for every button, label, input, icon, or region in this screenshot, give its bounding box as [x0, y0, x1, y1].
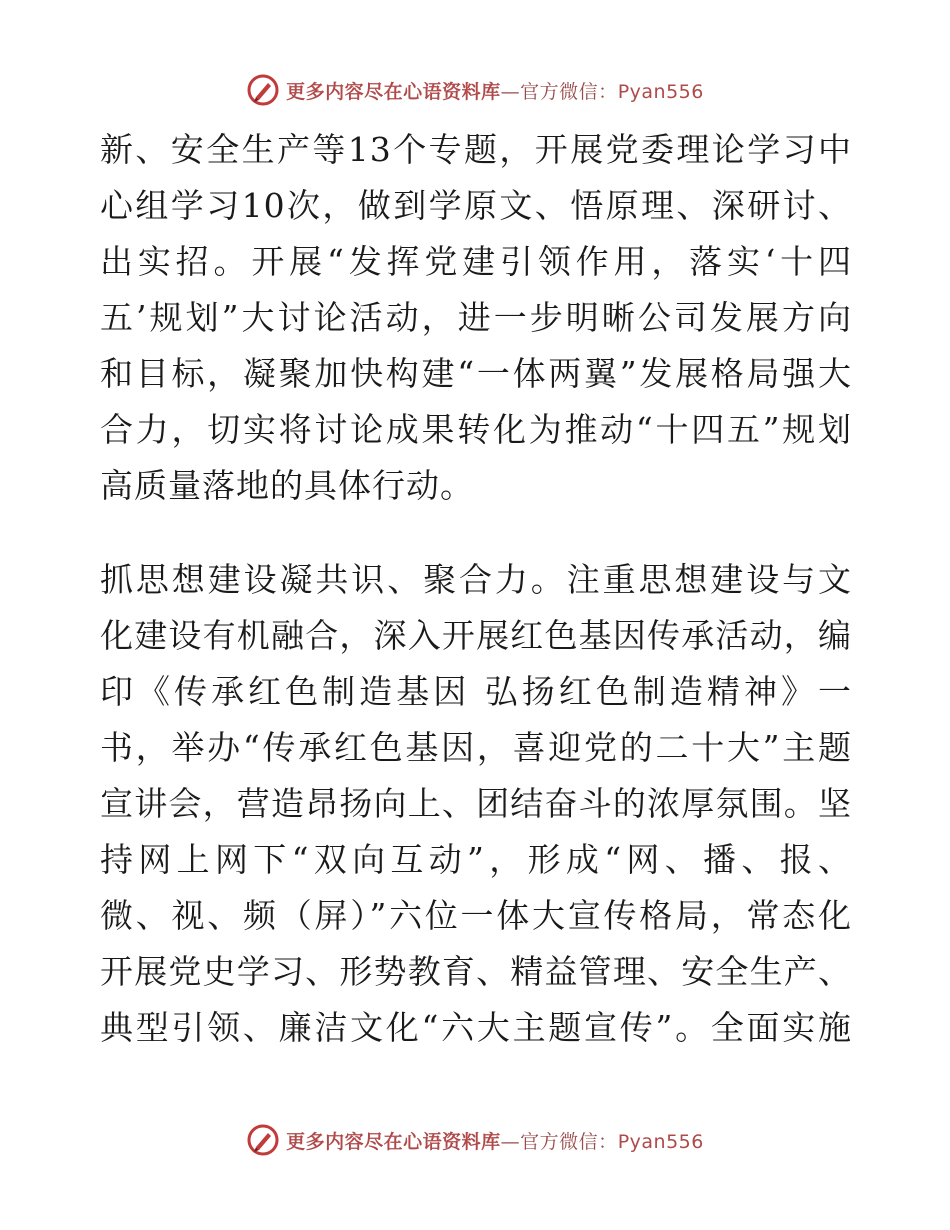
pen-logo-icon: [246, 1123, 280, 1157]
text-line: 宣讲会，营造昂扬向上、团结奋斗的浓厚氛围。坚: [100, 784, 852, 823]
text-line: 开展党史学习、形势教育、精益管理、安全生产、: [100, 952, 852, 991]
text-line: 典型引领、廉洁文化“六大主题宣传”。全面实施: [100, 1008, 852, 1047]
text-line: 化建设有机融合，深入开展红色基因传承活动，编: [100, 616, 852, 655]
text-line: 抓思想建设凝共识、聚合力。注重思想建设与文: [100, 560, 852, 599]
text-line: 新、安全生产等13个专题，开展党委理论学习中: [100, 130, 852, 169]
header-watermark: [0, 70, 950, 110]
paragraph-2: [100, 552, 852, 1056]
text-line: 高质量落地的具体行动。: [100, 466, 474, 505]
text-line: 和目标，凝聚加快构建“一体两翼”发展格局强大: [100, 354, 852, 393]
text-line: 印《传承红色制造基因 弘扬红色制造精神》一: [100, 672, 852, 711]
text-line: 合力，切实将讨论成果转化为推动“十四五”规划: [100, 410, 852, 449]
paragraph-1: [100, 122, 852, 514]
text-line: 出实招。开展“发挥党建引领作用，落实‘十四: [100, 242, 852, 281]
pen-logo-icon: [246, 73, 280, 107]
text-line: 持网上网下“双向互动”，形成“网、播、报、: [100, 840, 852, 879]
text-line: 五’规划”大讨论活动，进一步明晰公司发展方向: [100, 298, 852, 337]
text-line: 微、视、频（屏）”六位一体大宣传格局，常态化: [100, 896, 852, 935]
watermark-text: 更多内容尽在心语资料库—官方微信：Pyan556: [286, 1130, 704, 1153]
text-line: 心组学习10次，做到学原文、悟原理、深研讨、: [100, 186, 852, 225]
text-line: 书，举办“传承红色基因，喜迎党的二十大”主题: [100, 728, 852, 767]
footer-watermark: [0, 1120, 950, 1160]
watermark-text: 更多内容尽在心语资料库—官方微信：Pyan556: [286, 80, 704, 103]
